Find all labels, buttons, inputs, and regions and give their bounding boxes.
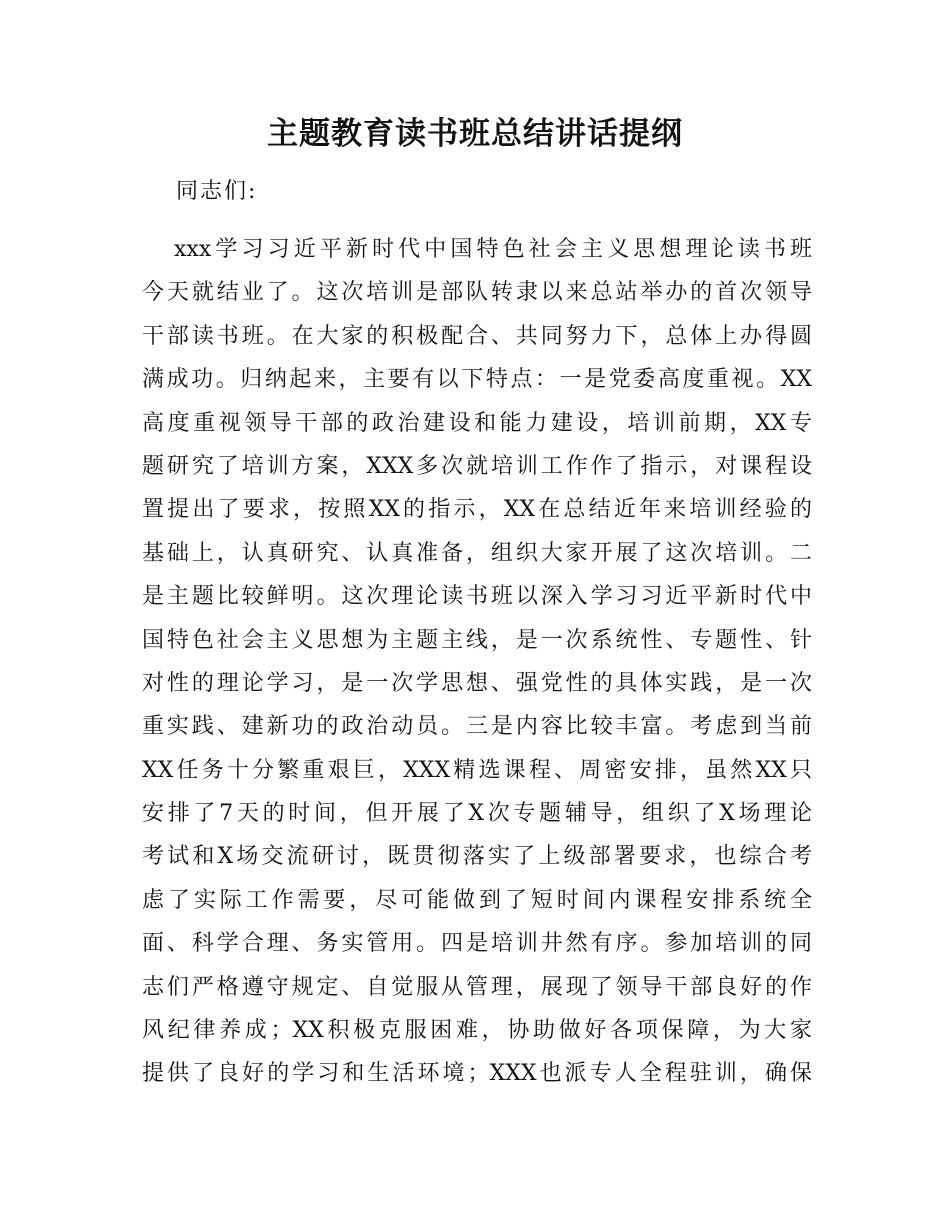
paragraph-line: 提供了良好的学习和生活环境；XXX也派专人全程驻训，确保 (142, 1061, 812, 1087)
paragraph-line: 题研究了培训方案，XXX多次就培训工作作了指示，对课程设 (142, 453, 812, 479)
body-paragraph (142, 228, 812, 1096)
paragraph-line: 志们严格遵守规定、自觉服从管理，展现了领导干部良好的作 (142, 974, 812, 1000)
paragraph-line: 是主题比较鲜明。这次理论读书班以深入学习习近平新时代中 (142, 584, 812, 610)
paragraph-line: 面、科学合理、务实管用。四是培训井然有序。参加培训的同 (142, 931, 812, 957)
salutation: 同志们: (176, 179, 258, 204)
paragraph-line: xxx学习习近平新时代中国特色社会主义思想理论读书班 (174, 237, 812, 262)
document-title: 主题教育读书班总结讲话提纲 (267, 116, 683, 152)
paragraph-line: 安排了7天的时间，但开展了X次专题辅导，组织了X场理论 (142, 801, 812, 827)
paragraph-line: XX任务十分繁重艰巨，XXX精选课程、周密安排，虽然XX只 (142, 757, 812, 783)
paragraph-line: 重实践、建新功的政治动员。三是内容比较丰富。考虑到当前 (142, 714, 812, 740)
paragraph-line: 风纪律养成；XX积极克服困难，协助做好各项保障，为大家 (142, 1018, 812, 1044)
paragraph-line: 干部读书班。在大家的积极配合、共同努力下，总体上办得圆 (142, 323, 812, 349)
paragraph-line: 今天就结业了。这次培训是部队转隶以来总站举办的首次领导 (142, 280, 812, 306)
paragraph-line: 置提出了要求，按照XX的指示，XX在总结近年来培训经验的 (142, 497, 812, 523)
paragraph-line: 虑了实际工作需要，尽可能做到了短时间内课程安排系统全 (142, 887, 812, 913)
paragraph-line: 满成功。归纳起来，主要有以下特点：一是党委高度重视。XX (142, 367, 812, 393)
paragraph-line: 对性的理论学习，是一次学思想、强党性的具体实践，是一次 (142, 670, 812, 696)
paragraph-line: 基础上，认真研究、认真准备，组织大家开展了这次培训。二 (142, 540, 812, 566)
paragraph-line: 考试和X场交流研讨，既贯彻落实了上级部署要求，也综合考 (142, 844, 812, 870)
paragraph-line: 国特色社会主义思想为主题主线，是一次系统性、专题性、针 (142, 627, 812, 653)
paragraph-line: 高度重视领导干部的政治建设和能力建设，培训前期，XX专 (142, 410, 812, 436)
